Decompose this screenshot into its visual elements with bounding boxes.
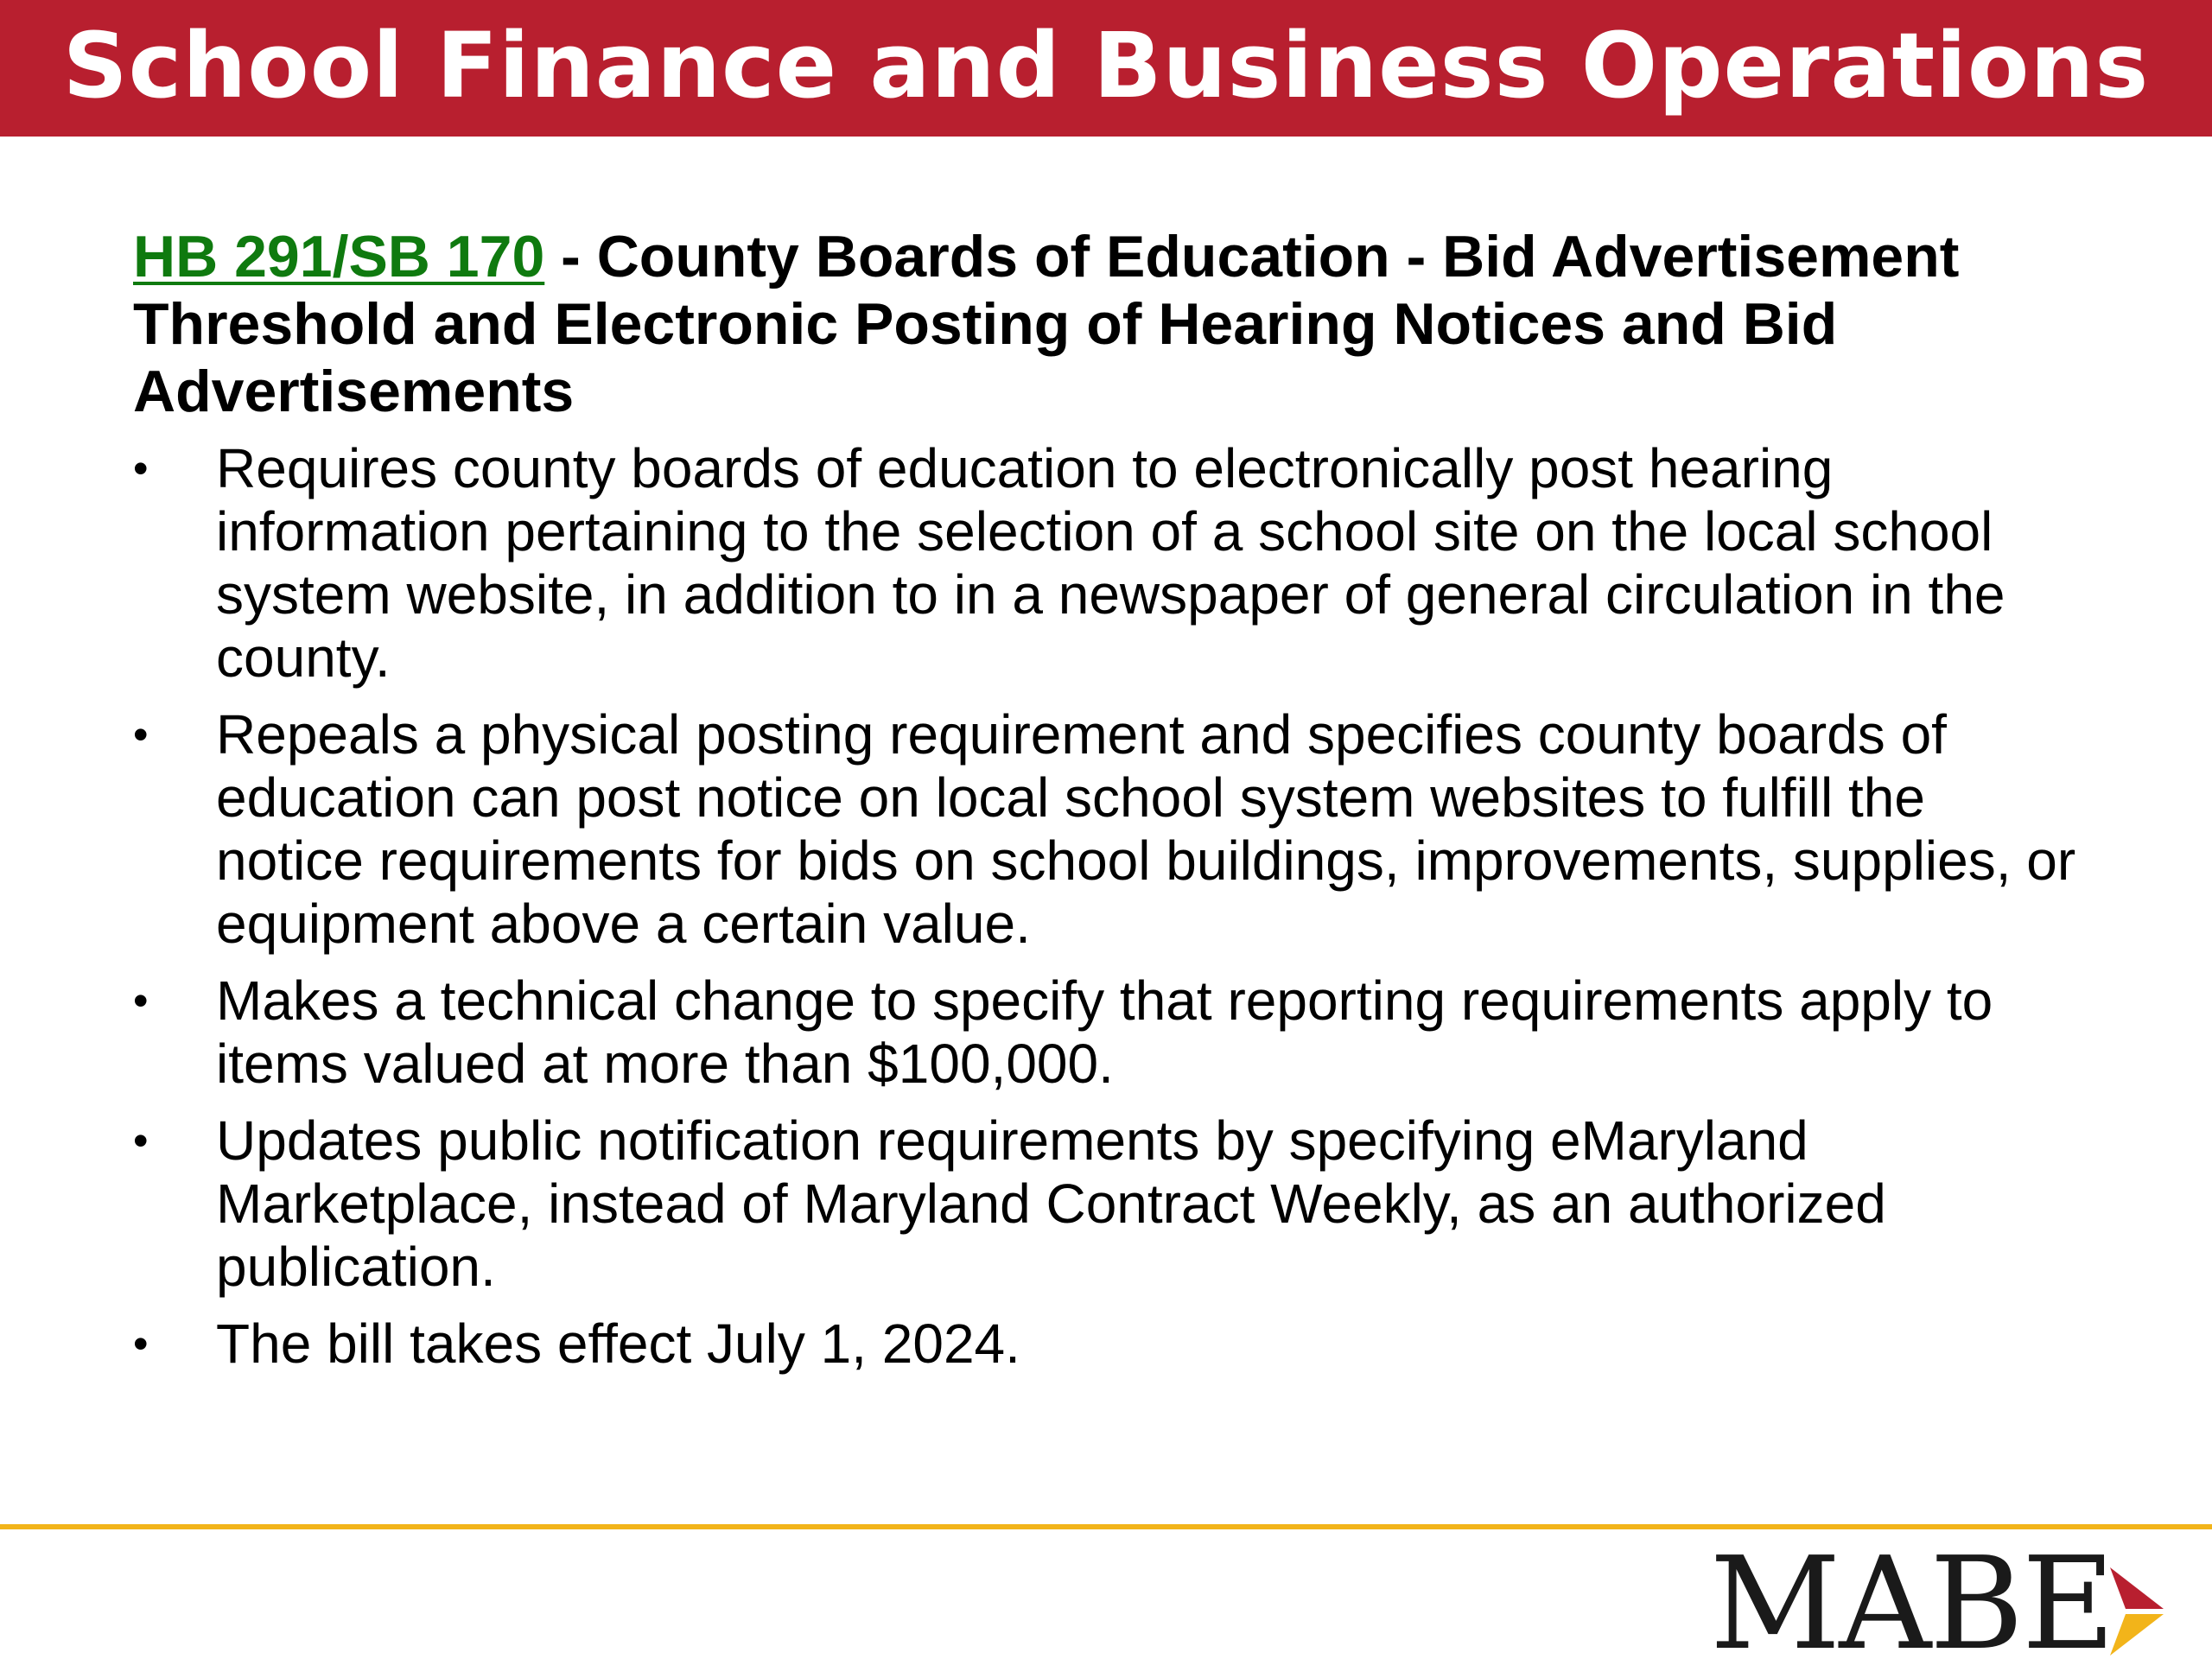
bullet-text: Updates public notification requirements by specifying eMaryland Marketplace, instead of Maryland Contract Weekly, as an authorized publication.	[216, 1109, 1886, 1298]
title-bar	[0, 0, 2212, 137]
list-item	[133, 1313, 2086, 1376]
mabe-logo	[1709, 1529, 2167, 1678]
bullet-icon: •	[133, 976, 149, 1025]
slide-title: School Finance and Business Operations	[62, 13, 2150, 118]
logo-text: MABE	[1709, 1529, 2113, 1678]
list-item	[133, 1109, 2086, 1299]
chevron-arrow-icon	[2107, 1564, 2167, 1659]
bullet-text: Repeals a physical posting requirement and specifies county boards of education can post notice on local school system websites to fulfill the notice requirements for bids on school buildings, improvements, supplies, or equipment above a certain value.	[216, 703, 2076, 955]
bullet-icon: •	[133, 1116, 149, 1165]
bill-title-rest: - County Boards of Education - Bid Advertisement Threshold and Electronic Posting of Hearing Notices and Bid Advertisements	[133, 224, 1960, 424]
list-item	[133, 969, 2086, 1096]
bullet-list	[133, 437, 2086, 1376]
bullet-icon: •	[133, 710, 149, 759]
list-item	[133, 437, 2086, 690]
bullet-text: Makes a technical change to specify that reporting requirements apply to items valued at more than $100,000.	[216, 969, 1993, 1095]
bill-link[interactable]: HB 291/SB 170	[133, 224, 545, 289]
bullet-text: Requires county boards of education to electronically post hearing information pertaining to the selection of a school site on the local school system website, in addition to in a newspaper of general circulation in the county.	[216, 437, 2005, 689]
bill-heading	[133, 223, 2086, 425]
list-item	[133, 703, 2086, 956]
slide-content	[133, 223, 2086, 1389]
bullet-text: The bill takes effect July 1, 2024.	[216, 1313, 1020, 1375]
bullet-icon: •	[133, 1319, 149, 1368]
bullet-icon: •	[133, 444, 149, 493]
